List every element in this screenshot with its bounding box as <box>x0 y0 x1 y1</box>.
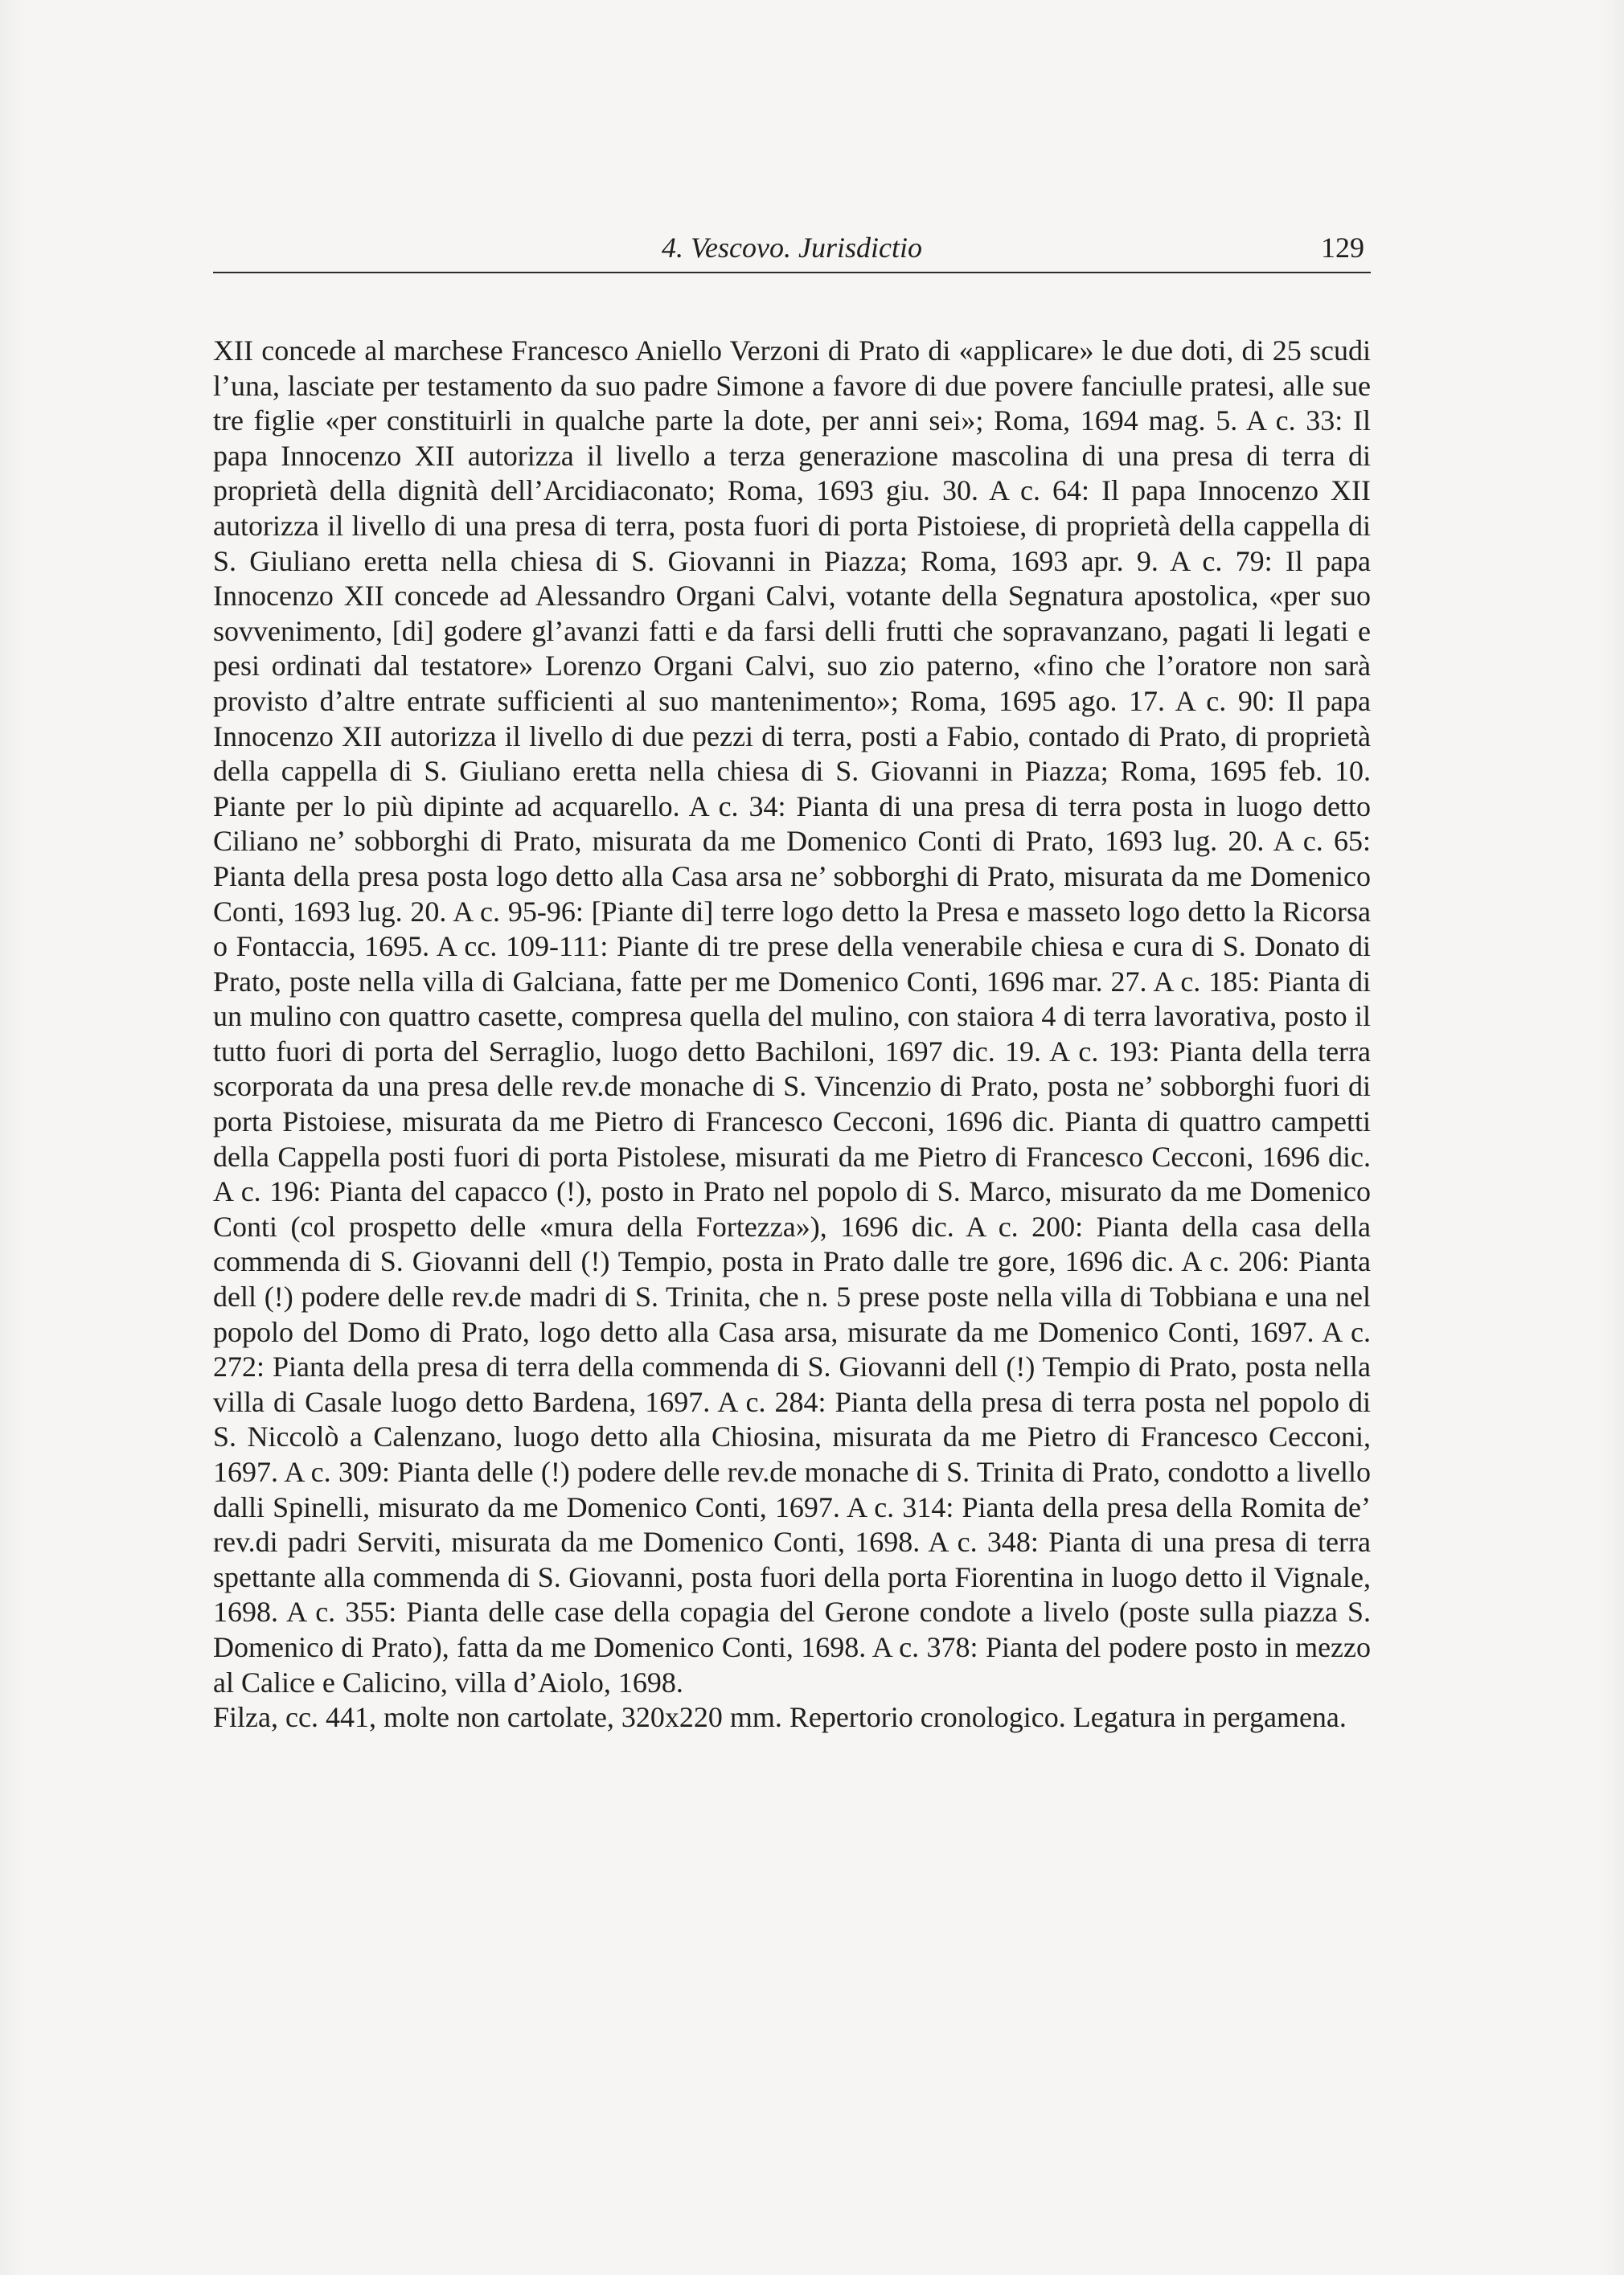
physical-description-note: Filza, cc. 441, molte non cartolate, 320x220 mm. Repertorio cronologico. Legatura in pergamena. <box>213 1701 1347 1734</box>
body-text <box>213 334 1371 1736</box>
page-number: 129 <box>1321 232 1364 264</box>
inventory-entry-paragraph: XII concede al marchese Francesco Aniello Verzoni di Prato di «applicare» le due doti, di 25 scudi l’una, lasciate per testamento da suo padre Simone a favore di due povere fanciulle pratesi, alle sue tre figlie «per constituirli in qualche parte la dote, per anni sei»; Roma, 1694 mag. 5. A c. 33: Il papa Innocenzo XII autorizza il livello a terza generazione mascolina di una presa di terra di proprietà della dignità dell’Arcidiaconato; Roma, 1693 giu. 30. A c. 64: Il papa Innocenzo XII autorizza il livello di una presa di terra, posta fuori di porta Pistoiese, di proprietà della cappella di S. Giuliano eretta nella chiesa di S. Giovanni in Piazza; Roma, 1693 apr. 9. A c. 79: Il papa Innocenzo XII concede ad Alessandro Organi Calvi, votante della Segnatura apostolica, «per suo sovvenimento, [di] godere gl’avanzi fatti e da farsi delli frutti che sopravanzano, pagati li legati e pesi ordinati dal testatore» Lorenzo Organi Calvi, suo zio paterno, «fino che l’oratore non sarà provisto d’altre entrate sufficienti al suo mantenimento»; Roma, 1695 ago. 17. A c. 90: Il papa Innocenzo XII autorizza il livello di due pezzi di terra, posti a Fabio, contado di Prato, di proprietà della cappella di S. Giuliano eretta nella chiesa di S. Giovanni in Piazza; Roma, 1695 feb. 10. Piante per lo più dipinte ad acquarello. A c. 34: Pianta di una presa di terra posta in luogo detto Ciliano ne’ sobborghi di Prato, misurata da me Domenico Conti di Prato, 1693 lug. 20. A c. 65: Pianta della presa posta logo detto alla Casa arsa ne’ sobborghi di Prato, misurata da me Domenico Conti, 1693 lug. 20. A c. 95-96: [Piante di] terre logo detto la Presa e masseto logo detto la Ricorsa o Fontaccia, 1695. A cc. 109-111: Piante di tre prese della venerabile chiesa e cura di S. Donato di Prato, poste nella villa di Galciana, fatte per me Domenico Conti, 1696 mar. 27. A c. 185: Pianta di un mulino con quattro casette, compresa quella del mulino, con staiora 4 di terra lavorativa, posto il tutto fuori di porta del Serraglio, luogo detto Bachiloni, 1697 dic. 19. A c. 193: Pianta della terra scorporata da una presa delle rev.de monache di S. Vincenzio di Prato, posta ne’ sobborghi fuori di porta Pistoiese, misurata da me Pietro di Francesco Cecconi, 1696 dic. Pianta di quattro campetti della Cappella posti fuori di porta Pistolese, misurati da me Pietro di Francesco Cecconi, 1696 dic. A c. 196: Pianta del capacco (!), posto in Prato nel popolo di S. Marco, misurato da me Domenico Conti (col prospetto delle «mura della Fortezza»), 1696 dic. A c. 200: Pianta della casa della commenda di S. Giovanni dell (!) Tempio, posta in Prato dalle tre gore, 1696 dic. A c. 206: Pianta dell (!) podere delle rev.de madri di S. Trinita, che n. 5 prese poste nella villa di Tobbiana e una nel popolo del Domo di Prato, logo detto alla Casa arsa, misurate da me Domenico Conti, 1697. A c. 272: Pianta della presa di terra della commenda di S. Giovanni dell (!) Tempio di Prato, posta nella villa di Casale luogo detto Bardena, 1697. A c. 284: Pianta della presa di terra posta nel popolo di S. Niccolò a Calenzano, luogo detto alla Chiosina, misurata da me Pietro di Francesco Cecconi, 1697. A c. 309: Pianta delle (!) podere delle rev.de monache di S. Trinita di Prato, condotto a livello dalli Spinelli, misurato da me Domenico Conti, 1697. A c. 314: Pianta della presa della Romita de’ rev.di padri Serviti, misurata da me Domenico Conti, 1698. A c. 348: Pianta di una presa di terra spettante alla commenda di S. Giovanni, posta fuori della porta Fiorentina in luogo detto il Vignale, 1698. A c. 355: Pianta delle case della copagia del Gerone condote a livelo (poste sulla piazza S. Domenico di Prato), fatta da me Domenico Conti, 1698. A c. 378: Pianta del podere posto in mezzo al Calice e Calicino, villa d’Aiolo, 1698. <box>213 334 1371 1699</box>
running-title: 4. Vescovo. Jurisdictio <box>662 232 922 264</box>
running-header <box>213 227 1371 273</box>
